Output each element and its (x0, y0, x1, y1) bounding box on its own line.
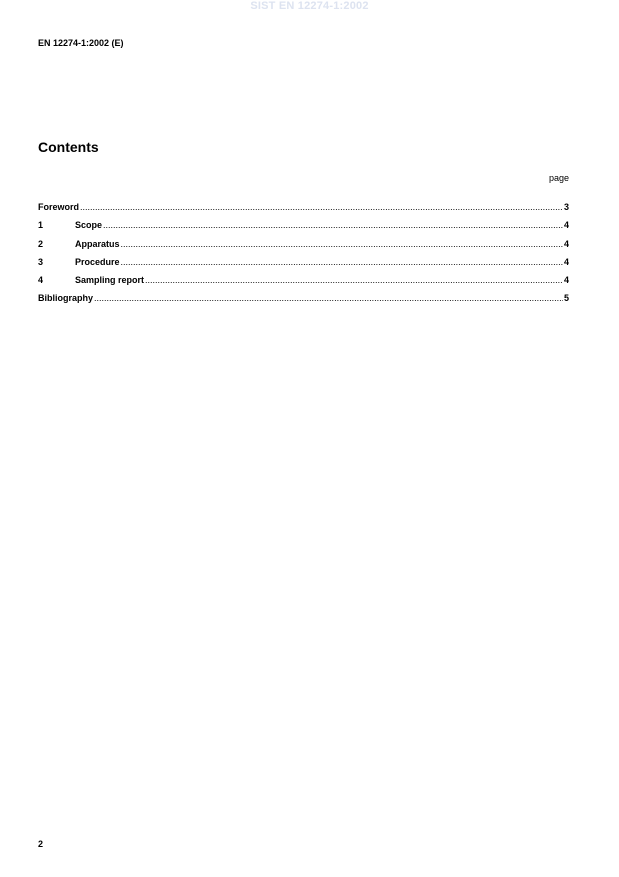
toc-entry-title: Apparatus (75, 238, 120, 249)
toc-entry-page: 4 (563, 275, 569, 286)
toc-entry-number: 2 (38, 238, 44, 249)
toc-entry-foreword[interactable] (38, 203, 569, 221)
toc-leader-dots (80, 203, 563, 212)
toc-leader-dots (121, 258, 563, 267)
toc-entry-number: 4 (38, 275, 44, 286)
toc-entry-apparatus[interactable] (38, 240, 569, 258)
page-column-label: page (548, 173, 569, 183)
page-title: Contents (38, 139, 99, 155)
toc-entry-bibliography[interactable] (38, 294, 569, 312)
document-id: EN 12274-1:2002 (E) (38, 38, 124, 48)
watermark: SIST EN 12274-1:2002 (250, 0, 369, 12)
toc-entry-procedure[interactable] (38, 258, 569, 276)
toc-leader-dots (94, 294, 563, 303)
toc-entry-page: 3 (563, 202, 569, 212)
toc-leader-dots (145, 276, 563, 285)
toc-leader-dots (103, 221, 563, 230)
toc-leader-dots (121, 240, 563, 249)
toc-entry-title: Bibliography (38, 293, 94, 304)
toc-entry-title: Sampling report (75, 275, 145, 286)
toc-entry-page: 4 (563, 256, 569, 267)
table-of-contents (38, 203, 569, 313)
toc-entry-number: 3 (38, 256, 44, 267)
toc-entry-page: 4 (563, 220, 569, 231)
toc-entry-sampling-report[interactable] (38, 276, 569, 294)
page-number: 2 (38, 839, 44, 849)
toc-entry-title: Scope (75, 220, 103, 231)
toc-entry-page: 5 (563, 293, 569, 304)
toc-entry-number: 1 (38, 220, 44, 231)
toc-entry-scope[interactable] (38, 221, 569, 239)
toc-entry-title: Procedure (75, 256, 120, 267)
toc-entry-page: 4 (563, 238, 569, 249)
toc-entry-title: Foreword (38, 202, 80, 212)
